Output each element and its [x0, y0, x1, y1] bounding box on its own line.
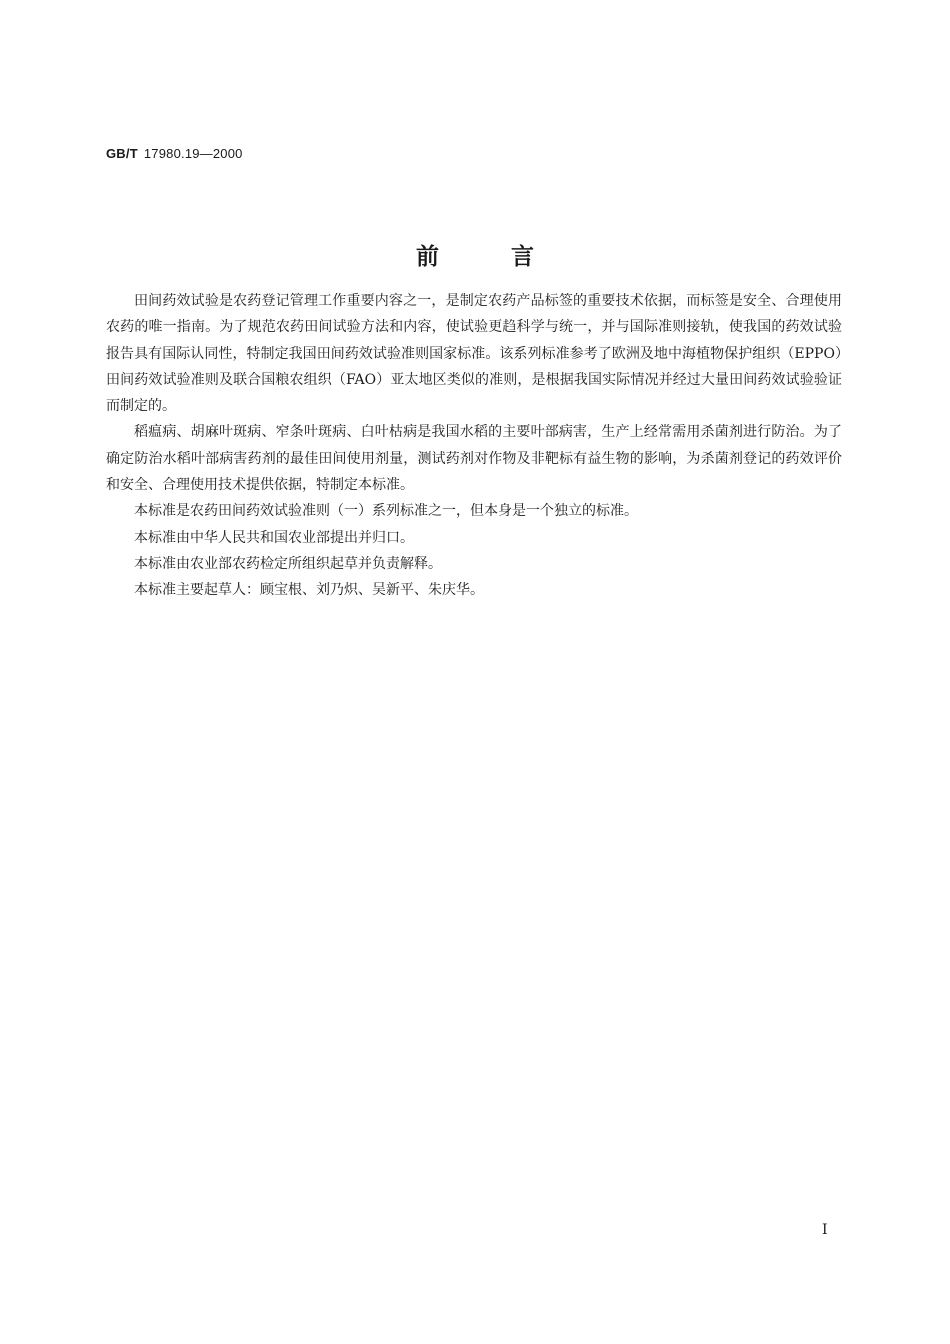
standard-number — [106, 146, 243, 161]
paragraph-series: 本标准是农药田间药效试验准则（一）系列标准之一，但本身是一个独立的标准。 — [134, 503, 638, 520]
page-title — [0, 238, 950, 271]
paragraph-proposer: 本标准由中华人民共和国农业部提出并归口。 — [134, 529, 414, 546]
paragraph-drafters: 本标准主要起草人：顾宝根、刘乃炽、吴新平、朱庆华。 — [134, 582, 484, 599]
paragraph-diseases: 稻瘟病、胡麻叶斑病、窄条叶斑病、白叶枯病是我国水稻的主要叶部病害，生产上经常需用杀菌剂进行防治。为了确定防治水稻叶部病害药剂的最佳田间使用剂量，测试药剂对作物及非靶标有益生物的影响，为杀菌剂登记的药效评价和安全、合理使用技术提供依据，特制定本标准。 — [106, 424, 842, 494]
foreword-body — [106, 288, 842, 604]
standard-code: 17980.19—2000 — [143, 146, 243, 161]
title-char-2: 言 — [511, 243, 534, 270]
standard-prefix: GB/T — [106, 146, 138, 161]
paragraph-intro: 田间药效试验是农药登记管理工作重要内容之一，是制定农药产品标签的重要技术依据，而标签是安全、合理使用农药的唯一指南。为了规范农药田间试验方法和内容，使试验更趋科学与统一，并与国际准则接轨，使我国的药效试验报告具有国际认同性，特制定我国田间药效试验准则国家标准。该系列标准参考了欧洲及地中海植物保护组织（EPPO）田间药效试验准则及联合国粮农组织（FAO）亚太地区类似的准则，是根据我国实际情况并经过大量田间药效试验验证而制定的。 — [106, 293, 842, 415]
title-char-1: 前 — [416, 243, 439, 270]
paragraph-drafting-org: 本标准由农业部农药检定所组织起草并负责解释。 — [134, 555, 442, 572]
page-number: I — [822, 1222, 828, 1238]
